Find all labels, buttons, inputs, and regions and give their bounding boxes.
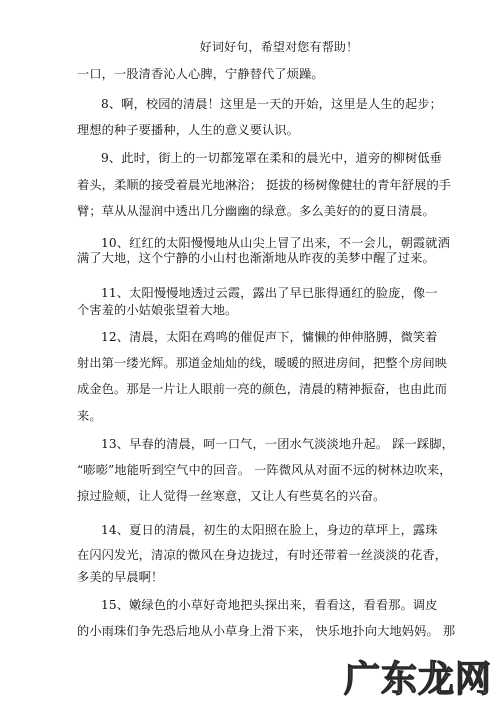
text-line: 成金色。那是一片让人眼前一亮的颜色，清晨的精神振奋，也由此而	[77, 382, 448, 396]
site-watermark	[324, 650, 492, 702]
text-line: 掠过脸颊，让人觉得一丝寒意，又让人有些莫名的兴奋。	[77, 489, 386, 503]
text-line: 理想的种子要播种，人生的意义要认识。	[77, 123, 300, 137]
text-line: 满了大地，这个宁静的小山村也渐渐地从昨夜的美梦中醒了过来。	[77, 251, 435, 265]
text-line: 10、红红的太阳慢慢地从山尖上冒了出来，不一会儿，朝霞就洒	[101, 236, 450, 250]
text-line: 多美的早晨啊！	[77, 570, 164, 584]
text-line: 9、此时，街上的一切都笼罩在柔和的晨光中，道旁的柳树低垂	[101, 151, 443, 165]
header-text: 好词好句，希望对您有帮助！	[199, 40, 359, 54]
text-line: 的小雨珠们争先恐后地从小草身上滑下来， 快乐地扑向大地妈妈。 那	[77, 624, 456, 638]
watermark-text: 广东龙网	[343, 659, 492, 700]
text-line: 来。	[77, 409, 102, 423]
text-line: 8、啊，校园的清晨！这里是一天的开始，这里是人生的起步；	[101, 97, 443, 111]
text-line: 11、太阳慢慢地透过云霞，露出了早已胀得通红的脸庞，像一	[101, 286, 438, 300]
text-line: 12、清晨，太阳在鸡鸣的催促声下，慵懒的伸伸胳膊，微笑着	[101, 330, 438, 344]
text-line: 在闪闪发光，清凉的微风在身边拢过，有时还带着一丝淡淡的花香，	[77, 548, 448, 562]
text-line: “嘭嘭”地能听到空气中的回音。 一阵微风从对面不远的树林边吹来，	[77, 463, 452, 477]
page-header	[0, 38, 500, 55]
text-line: 着头，柔顺的接受着晨光地淋浴； 挺拔的杨树像健壮的青年舒展的手	[77, 178, 452, 192]
text-line: 13、早春的清晨，呵一口气，一团水气淡淡地升起。 踩一踩脚，	[101, 437, 454, 451]
text-line: 14、夏日的清晨，初生的太阳照在脸上，身边的草坪上，露珠	[101, 523, 438, 537]
text-line: 个害羞的小姑娘张望着大地。	[77, 303, 238, 317]
text-line: 射出第一缕光辉。那道金灿灿的线，暖暖的照进房间，把整个房间映	[77, 356, 448, 370]
text-line: 臂；草从从湿润中透出几分幽幽的绿意。多么美好的的夏日清晨。	[77, 204, 435, 218]
text-line: 一口，一股清香沁人心脾，宁静替代了烦躁。	[77, 67, 324, 81]
text-line: 15、嫩绿色的小草好奇地把头探出来，看看这，看看那。调皮	[101, 598, 438, 612]
